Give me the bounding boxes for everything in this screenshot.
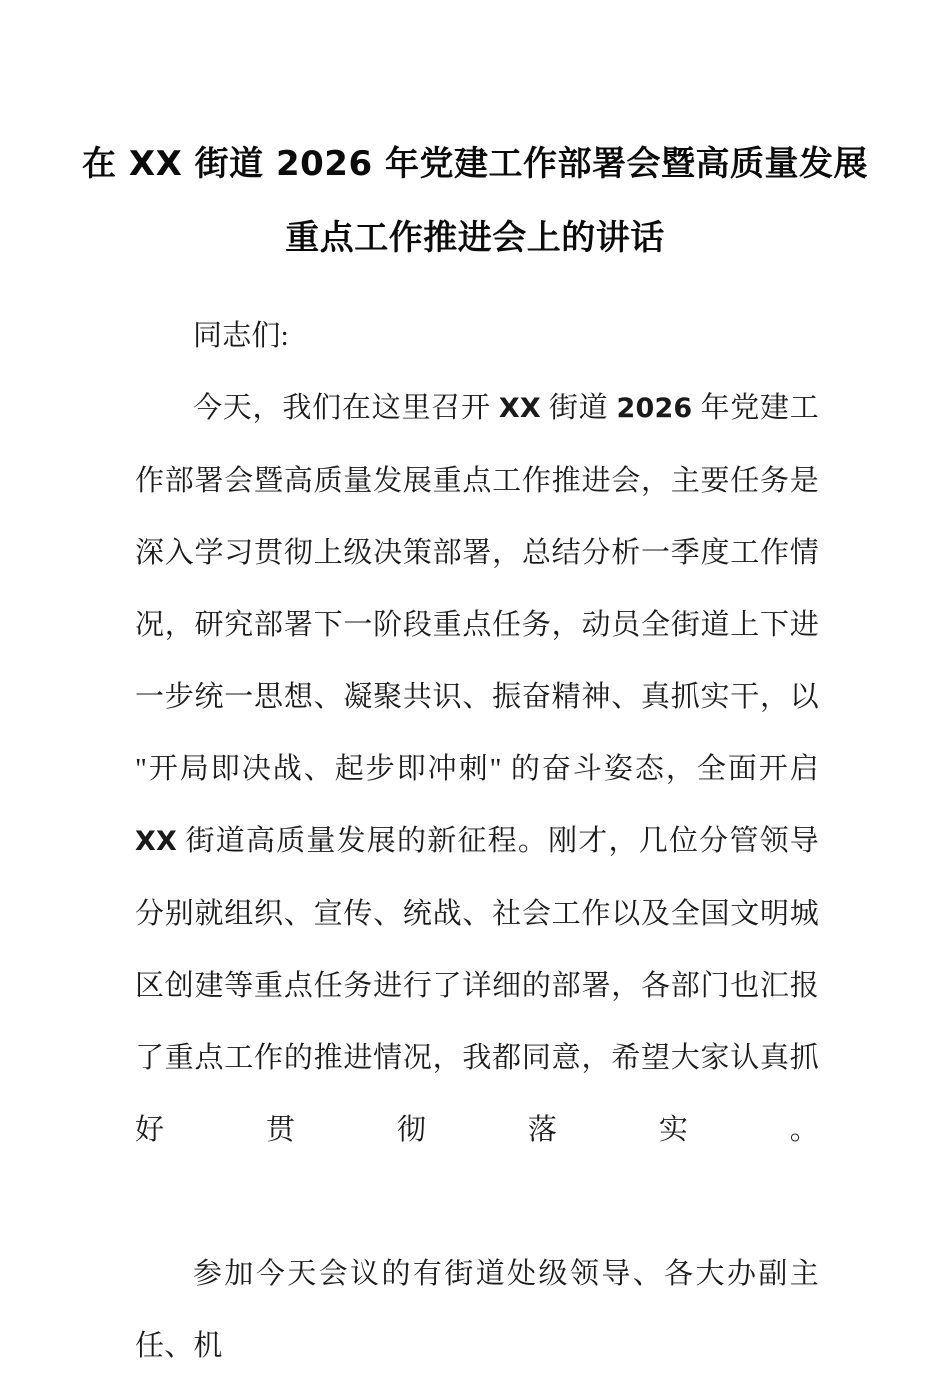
latin-run: XX: [498, 393, 541, 424]
paragraph-1: [135, 372, 819, 1238]
page-title: [0, 127, 950, 275]
document-body: [135, 300, 819, 1382]
latin-run: 2026: [616, 393, 693, 424]
title-line-2: 重点工作推进会上的讲话: [285, 217, 665, 258]
title-line-1: 在 XX 街道 2026 年党建工作部署会暨高质量发展: [82, 143, 868, 184]
paragraph-2-text: 参加今天会议的有街道处级领导、各大办副主任、机: [135, 1258, 819, 1362]
salutation: 同志们:: [193, 320, 289, 352]
paragraph-2: [135, 1238, 819, 1382]
latin-run: XX: [135, 826, 178, 857]
paragraph-1-text: 今天，我们在这里召开 XX 街道 2026 年党建工作部署会暨高质量发展重点工作推进会，主要任务是深入学习贯彻上级决策部署，总结分析一季度工作情况，研究部署下一阶段重点任务，动员全街道上下进一步统一思想、凝聚共识、振奋精神、真抓实干，以 "开局即决战、起步即冲刺" 的奋斗姿态，全面开启 XX 街道高质量发展的新征程。刚才，几位分管领导分别就组织、宣传、统战、社会工作以及全国文明城区创建等重点任务进行了详细的部署，各部门也汇报了重点工作的推进情况，我都同意，希望大家认真抓好贯彻落实。: [135, 392, 819, 1146]
